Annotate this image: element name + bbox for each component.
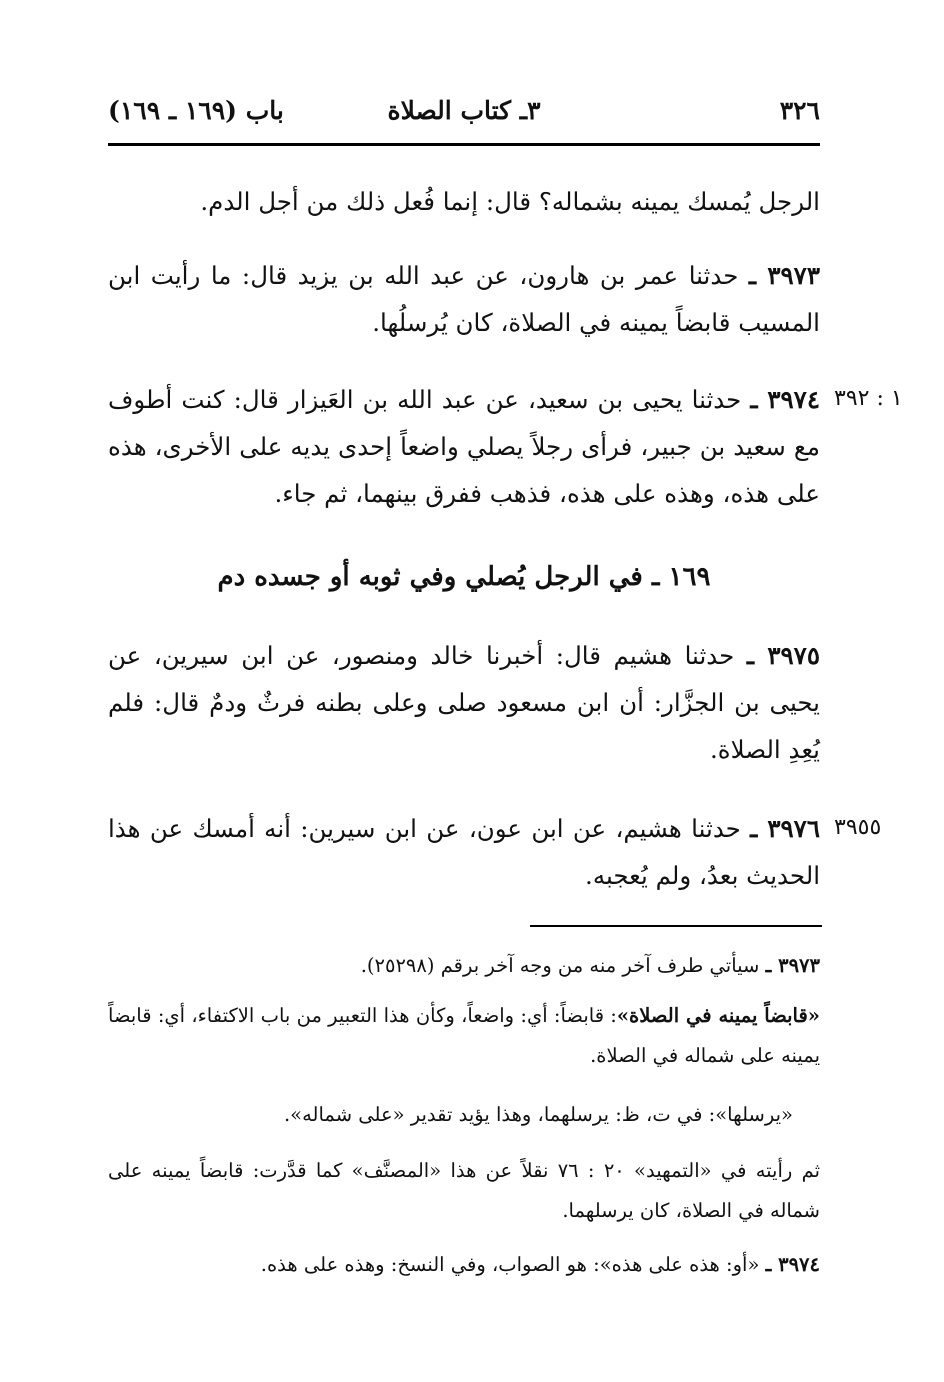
- footnote-yursiluha: [108, 1095, 793, 1135]
- footnote-text: ثم رأيته في «التمهيد» ٢٠ : ٧٦ نقلاً عن هذا «المصنَّف» كما قدَّرت: قابضاً يمينه على شماله في الصلاة، كان يرسلهما.: [108, 1159, 821, 1222]
- intro-paragraph: [108, 178, 820, 225]
- footnote-lemma: «قابضاً يمينه في الصلاة»: [616, 1004, 820, 1027]
- footnote-3974: [108, 1245, 820, 1285]
- page-number: ٣٢٦: [779, 96, 820, 125]
- footnote-number: ٣٩٧٤ ـ: [765, 1253, 820, 1276]
- hadith-number: ٣٩٧٣ ـ: [748, 261, 820, 290]
- footnote-3973: [108, 946, 820, 986]
- intro-text: الرجل يُمسك يمينه بشماله؟ قال: إنما فُعل ذلك من أجل الدم.: [200, 187, 820, 216]
- header-rule: [108, 143, 820, 146]
- hadith-3974: [108, 376, 820, 517]
- hadith-3976: [108, 805, 820, 899]
- footnote-text: «أو: هذه على هذه»: هو الصواب، وفي النسخ: وهذه على هذه.: [260, 1253, 766, 1276]
- footnote-text: سيأتي طرف آخر منه من وجه آخر برقم (٢٥٢٩٨).: [360, 954, 766, 977]
- hadith-text: حدثنا عمر بن هارون، عن عبد الله بن يزيد قال: ما رأيت ابن المسيب قابضاً يمينه في الصلاة، كان يُرسلُها.: [108, 261, 820, 337]
- hadith-3973: [108, 252, 820, 346]
- hadith-text: حدثنا يحيى بن سعيد، عن عبد الله بن العَيزار قال: كنت أطوف مع سعيد بن جبير، فرأى رجلاً يصلي واضعاً إحدى يديه على الأخرى، هذه على هذه، وهذه على هذه، فذهب ففرق بينهما، ثم جاء.: [108, 385, 820, 508]
- margin-reference: ٣٩٥٥: [834, 815, 882, 840]
- hadith-number: ٣٩٧٥ ـ: [746, 641, 820, 670]
- page-header: [108, 96, 820, 136]
- margin-reference: ١ : ٣٩٢: [834, 386, 903, 411]
- chapter-range: باب (١٦٩ ـ ١٦٩): [108, 96, 284, 125]
- footnote-text: «يرسلها»: في ت، ظ: يرسلهما، وهذا يؤيد تقدير «على شماله».: [283, 1103, 793, 1126]
- hadith-number: ٣٩٧٤ ـ: [750, 385, 820, 414]
- footnote-tamhid: [108, 1151, 820, 1231]
- book-title: ٣ـ كتاب الصلاة: [387, 96, 541, 125]
- footnote-number: ٣٩٧٣ ـ: [765, 954, 820, 977]
- hadith-text: حدثنا هشيم قال: أخبرنا خالد ومنصور، عن ابن سيرين، عن يحيى بن الجزَّار: أن ابن مسعود صلى وعلى بطنه فرثٌ ودمٌ قال: فلم يُعِدِ الصلاة.: [108, 641, 820, 764]
- hadith-number: ٣٩٧٦ ـ: [750, 814, 820, 843]
- footnote-separator: [530, 925, 822, 927]
- footnote-text: : قابضاً: أي: واضعاً، وكأن هذا التعبير من باب الاكتفاء، أي: قابضاً يمينه على شماله في الصلاة.: [108, 1004, 820, 1067]
- hadith-text: حدثنا هشيم، عن ابن عون، عن ابن سيرين: أنه أمسك عن هذا الحديث بعدُ، ولم يُعجبه.: [108, 814, 820, 890]
- footnote-qabidan: [108, 996, 820, 1076]
- hadith-3975: [108, 632, 820, 773]
- chapter-heading: ١٦٩ ـ في الرجل يُصلي وفي ثوبه أو جسده دم: [217, 562, 711, 592]
